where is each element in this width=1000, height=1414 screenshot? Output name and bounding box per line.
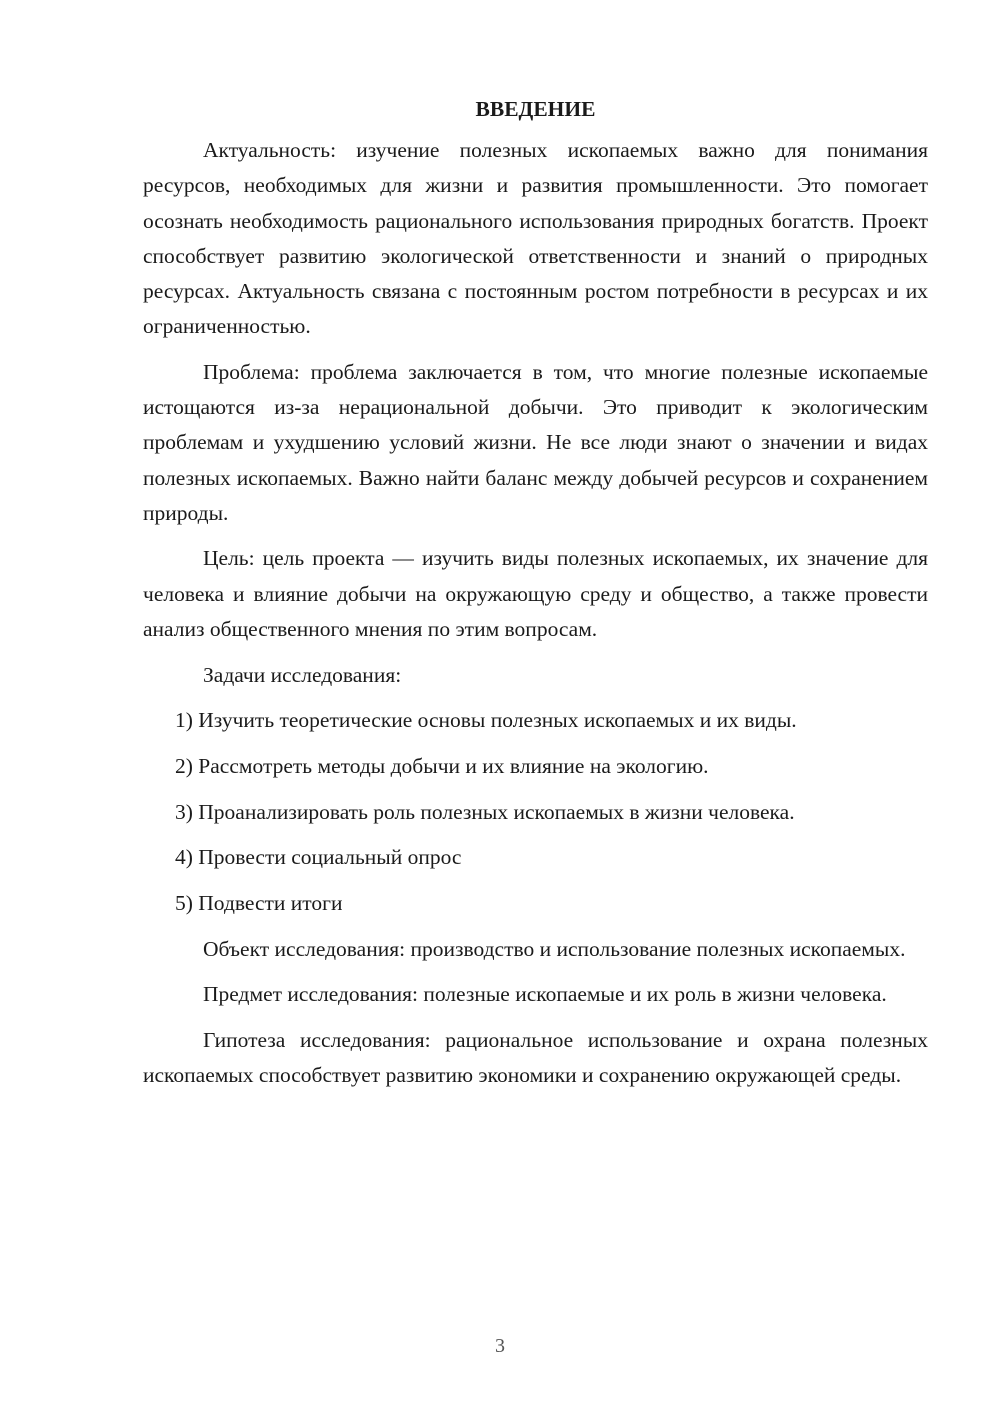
task-item: 5) Подвести итоги bbox=[175, 891, 343, 916]
document-page bbox=[143, 92, 928, 1104]
task-item: 4) Провести социальный опрос bbox=[175, 845, 462, 870]
tasks-heading: Задачи исследования: bbox=[203, 662, 402, 687]
paragraph-object: Объект исследования: производство и использование полезных ископаемых. bbox=[203, 936, 906, 961]
task-item: 3) Проанализировать роль полезных ископаемых в жизни человека. bbox=[175, 799, 795, 824]
page-title: ВВЕДЕНИЕ bbox=[475, 97, 596, 121]
paragraph-subject: Предмет исследования: полезные ископаемые и их роль в жизни человека. bbox=[203, 982, 887, 1007]
paragraph-relevance: Актуальность: изучение полезных ископаемых важно для понимания ресурсов, необходимых для жизни и развития промышленности. Это помогает осознать необходимость рационального использования природных богатств. Проект способствует развитию экологической ответственности и знаний о природных ресурсах. Актуальность связана с постоянным ростом потребности в ресурсах и их ограниченностью. bbox=[143, 138, 928, 339]
tasks-list bbox=[143, 703, 928, 921]
paragraph-goal: Цель: цель проекта — изучить виды полезных ископаемых, их значение для человека и влияние добычи на окружающую среду и общество, а также провести анализ общественного мнения по этим вопросам. bbox=[143, 546, 928, 641]
task-item: 1) Изучить теоретические основы полезных ископаемых и их виды. bbox=[175, 708, 797, 733]
task-item: 2) Рассмотреть методы добычи и их влияние на экологию. bbox=[175, 753, 709, 778]
page-number: 3 bbox=[495, 1335, 505, 1357]
paragraph-problem: Проблема: проблема заключается в том, что многие полезные ископаемые истощаются из-за нерациональной добычи. Это приводит к экологическим проблемам и ухудшению условий жизни. Не все люди знают о значении и видах полезных ископаемых. Важно найти баланс между добычей ресурсов и сохранением природы. bbox=[143, 359, 928, 525]
paragraph-hypothesis: Гипотеза исследования: рациональное использование и охрана полезных ископаемых способствует развитию экономики и сохранению окружающей среды. bbox=[143, 1028, 928, 1088]
